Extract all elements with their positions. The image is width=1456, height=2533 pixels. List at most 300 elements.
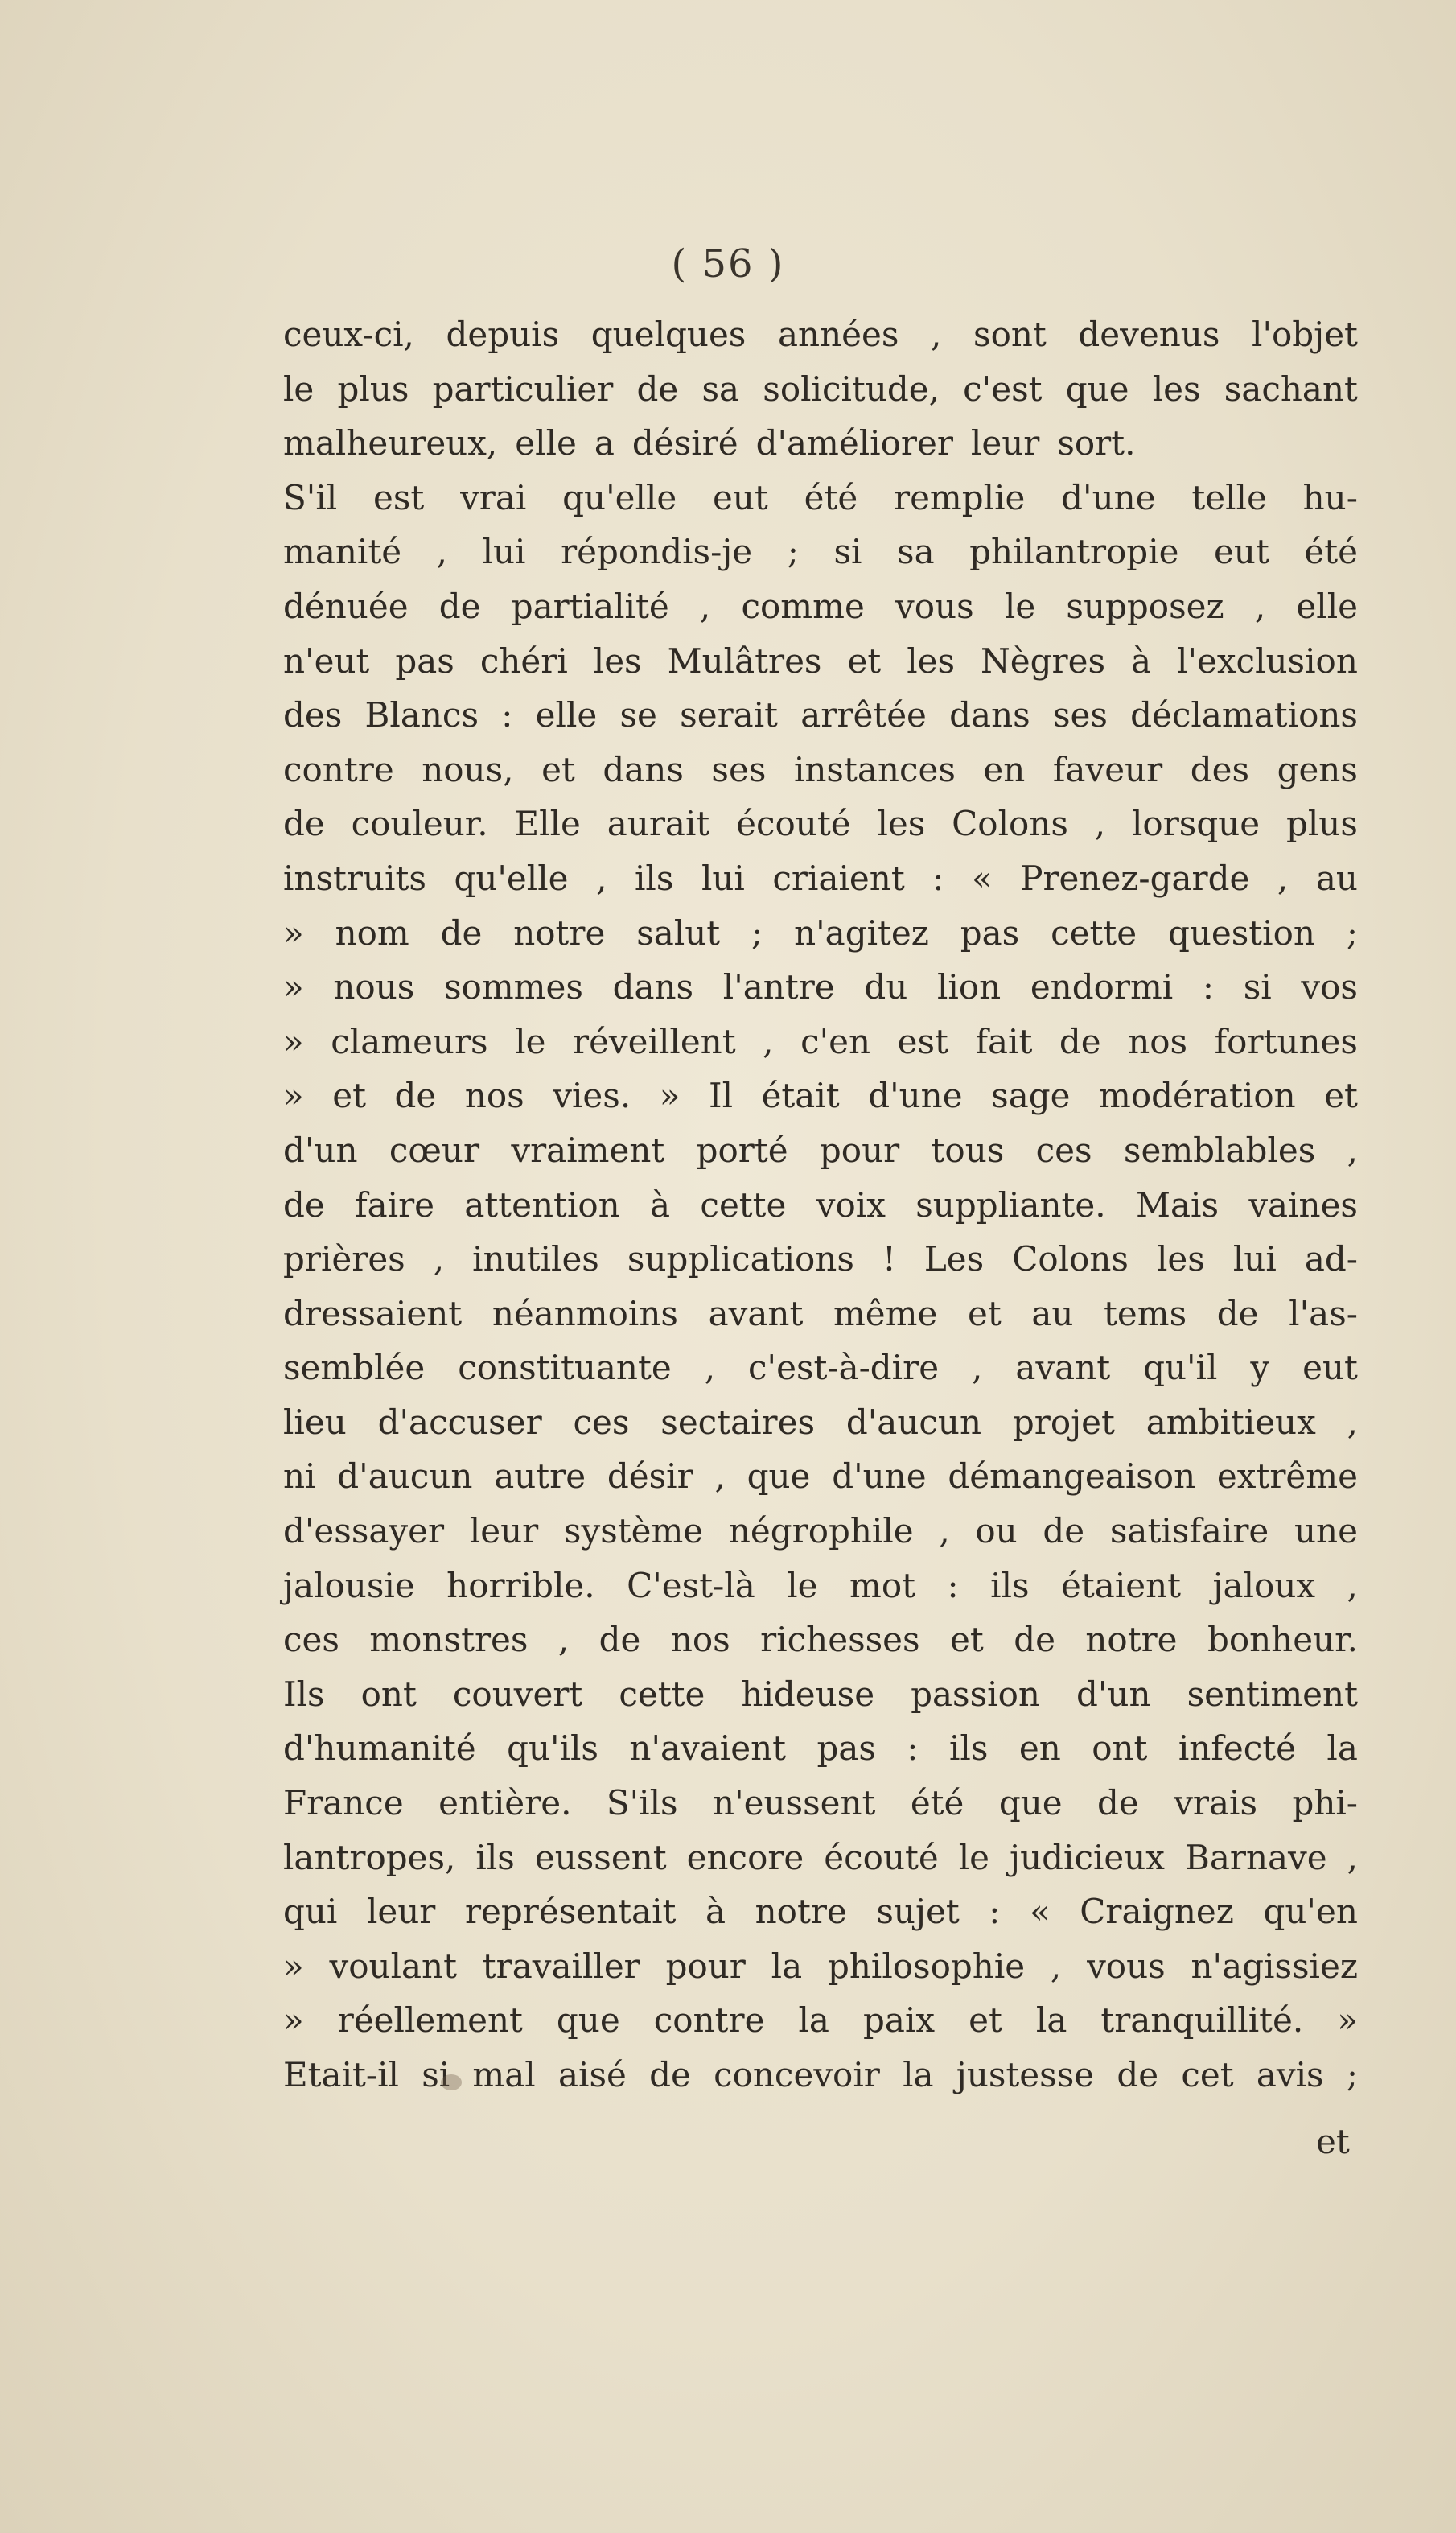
word: sa [897,532,935,572]
word: ces [283,1620,339,1660]
text-line [283,960,1358,1015]
word: sont [973,315,1047,354]
word: lui [701,858,745,898]
word: à [705,1892,726,1932]
word: le [958,1837,990,1877]
word: , [1347,1130,1358,1170]
word: qu'ils [507,1728,598,1769]
text-line [283,1667,1358,1722]
word: salut [636,912,721,953]
word: phi- [1292,1783,1358,1823]
word: richesses [760,1620,920,1660]
word: n'agitez [794,912,929,953]
word: pas [395,640,454,681]
word: d'une [1061,477,1156,517]
word: le [515,1021,546,1061]
word: sachant [1224,369,1358,409]
word: ; [1346,912,1358,953]
word: : [501,695,513,735]
word: de [1043,1511,1085,1551]
word: » [283,1946,304,1986]
word: eut [1214,532,1269,572]
word: , [1347,1565,1358,1605]
word: contre [283,749,394,789]
word: Colons [1012,1239,1129,1279]
word: contre [653,2000,765,2041]
word: à [650,1184,671,1225]
word: d'accuser [377,1402,542,1442]
word: notre [755,1892,847,1932]
word: , [557,1620,570,1660]
word: leur [366,1892,436,1932]
word: Nègres [981,640,1106,681]
text-line [283,1341,1358,1395]
word: ni [283,1456,316,1497]
word: tranquillité. [1100,2000,1304,2041]
word: Elle [514,804,581,844]
word: de [598,1620,641,1660]
word: , [1094,804,1106,844]
word: Les [923,1239,985,1279]
word: si [422,2055,450,2094]
text-line [283,307,1358,362]
word: devenus [1078,315,1220,354]
word: sort. [1057,423,1136,463]
catchword: et [1316,2122,1350,2161]
word: de [438,586,481,626]
word: supposez [1066,586,1224,626]
text-line [283,1939,1358,1994]
word: dénuée [283,586,409,626]
word: le [787,1565,818,1605]
word: nos [464,1076,524,1116]
word: n'eussent [713,1783,876,1823]
word: hideuse [741,1674,875,1714]
word: entière. [438,1783,572,1823]
word: la [771,1946,803,1986]
word: Il [708,1076,734,1116]
word: » [1337,2000,1358,2041]
word: mot [849,1565,916,1605]
word: d'améliorer [755,423,953,463]
word: les [877,804,926,844]
word: ils [475,1837,515,1877]
word: fortunes [1214,1021,1358,1061]
word: la [1035,2000,1067,2041]
word: vrais [1174,1783,1258,1823]
word: négrophile [728,1511,914,1551]
word: d'essayer [283,1511,445,1551]
word: nous [333,967,415,1007]
word: tems [1104,1293,1187,1333]
word: que [998,1783,1063,1823]
text-line [283,1559,1358,1613]
word: C'est-là [627,1565,755,1605]
word: prières [283,1239,405,1279]
word: : [947,1565,959,1605]
word: instances [793,749,956,789]
word: de [394,1076,437,1116]
ink-stain [441,2074,462,2090]
word: que [556,2000,620,2041]
word: sa [701,369,740,409]
word: de [649,2055,691,2094]
page-number: ( 56 ) [671,241,785,286]
word: telle [1191,477,1267,517]
word: ad- [1304,1239,1358,1279]
word: supplications [627,1239,854,1279]
word: années [778,315,899,354]
word: sujet [876,1892,960,1932]
word: en [1018,1728,1061,1769]
word: réveillent [573,1021,736,1061]
word: la [1326,1728,1358,1769]
word: la [798,2000,829,2041]
word: eut [713,477,768,517]
word: France [283,1783,404,1823]
word: encore [686,1837,804,1877]
word: » [283,967,304,1007]
word: , [939,1511,950,1551]
word: modération [1099,1076,1296,1116]
word: de [283,804,325,844]
word: sectaires [660,1402,816,1442]
word: qu'elle [454,858,569,898]
word: voulant [329,1946,457,1986]
text-line [283,362,1358,417]
word: elle [535,695,598,735]
word: d'une [832,1456,927,1497]
word: eussent [534,1837,667,1877]
word: porté [696,1130,788,1170]
word: Blancs [364,695,479,735]
word: lantropes, [283,1837,456,1877]
word: système [563,1511,704,1551]
word: qui [283,1892,338,1932]
word: c'est [963,369,1043,409]
word: d'un [1076,1674,1151,1714]
word: , [714,1456,726,1497]
word: c'en [800,1021,871,1061]
word: projet [1012,1402,1115,1442]
word: et [847,640,882,681]
word: cette [700,1184,787,1225]
word: la [903,2055,934,2094]
word: : [932,858,944,898]
word: l'antre [722,967,835,1007]
word: déclamations [1130,695,1358,735]
word: hu- [1302,477,1358,517]
text-line [283,525,1358,579]
word: monstres [369,1620,529,1660]
word: ont [360,1674,417,1714]
word: pour [819,1130,900,1170]
word: , [1347,1837,1358,1877]
body-text [283,307,1358,2103]
word: avant [1015,1348,1111,1388]
word: , [1277,858,1289,898]
text-line [283,906,1358,961]
word: du [864,967,908,1007]
word: c'est-à-dire [748,1348,940,1388]
word: et [967,1293,1002,1333]
text-line [283,1178,1358,1233]
word: les [1156,1239,1205,1279]
word: ils [948,1728,989,1769]
word: plus [1285,804,1358,844]
word: ; [787,532,799,572]
word: , [1254,586,1266,626]
text-line [283,1123,1358,1178]
word: représentait [464,1892,677,1932]
word: vous [1087,1946,1166,1986]
word: d'aucun [845,1402,982,1442]
word: qu'elle [562,477,677,517]
word: vies. [553,1076,631,1116]
word: , [1347,1402,1358,1442]
word: dressaient [283,1293,463,1333]
word: sage [991,1076,1071,1116]
word: notre [513,912,606,953]
word: était [761,1076,840,1116]
text-line [283,1612,1358,1667]
word: , [972,1348,983,1388]
word: aisé [557,2055,627,2094]
word: et [541,749,575,789]
word: » [659,1076,681,1116]
word: partialité [511,586,669,626]
word: lorsque [1131,804,1261,844]
word: réellement [337,2000,523,2041]
word: et [1324,1076,1358,1116]
word: philantropie [969,532,1179,572]
word: néanmoins [492,1293,678,1333]
word: bonheur. [1207,1620,1358,1660]
word: ils [634,858,674,898]
word: ont [1092,1728,1148,1769]
word: pas [960,912,1020,953]
word: manité [283,532,402,572]
word: démangeaison [948,1456,1196,1497]
word: , [596,858,607,898]
word: dans [949,695,1030,735]
text-line [283,634,1358,689]
word: ; [1346,2055,1358,2094]
word: a [594,423,615,463]
word: voix [816,1184,886,1225]
word: vos [1301,967,1358,1007]
word: de [1117,2055,1159,2094]
word: , [436,532,448,572]
word: chéri [479,640,568,681]
word: serait [680,695,779,735]
word: ses [711,749,767,789]
word: de [1014,1620,1055,1660]
word: pour [665,1946,746,1986]
word: y [1250,1348,1270,1388]
word: d'un [283,1130,358,1170]
word: : [1202,967,1215,1007]
word: S'ils [606,1783,678,1823]
word: : [907,1728,919,1769]
word: ces [573,1402,630,1442]
word: lui [482,532,526,572]
word: nos [1128,1021,1188,1061]
word: paix [863,2000,936,2041]
word: depuis [446,315,560,354]
word: , [1050,1946,1062,1986]
word: horrible. [446,1565,595,1605]
word: Barnave [1184,1837,1327,1877]
word: satisfaire [1109,1511,1269,1551]
word: criaient [772,858,905,898]
word: le [1004,586,1036,626]
text-line [283,2048,1358,2103]
word: « [1030,1892,1051,1932]
word: jaloux [1212,1565,1316,1605]
word: , [763,1021,774,1061]
word: « [971,858,993,898]
word: des [1190,749,1250,789]
word: tous [931,1130,1005,1170]
word: aurait [607,804,710,844]
word: : [989,1892,1001,1932]
text-line [283,797,1358,851]
text-line [283,1232,1358,1287]
word: et [950,1620,984,1660]
word: travailler [482,1946,640,1986]
word: pas [816,1728,876,1769]
word: , [433,1239,445,1279]
word: de [440,912,483,953]
word: sentiment [1187,1674,1358,1714]
word: au [1031,1293,1074,1333]
word: n'avaient [629,1728,787,1769]
word: et [332,1076,366,1116]
word: semblée [283,1348,426,1388]
word: cœur [389,1130,480,1170]
word: inutiles [472,1239,599,1279]
word: est [372,477,425,517]
word: S'il [283,477,338,517]
word: qu'il [1143,1348,1218,1388]
word: Ils [283,1674,325,1714]
word: elle [1296,586,1358,626]
word: est [897,1021,948,1061]
word: dans [603,749,684,789]
word: dans [612,967,694,1007]
word: nos [670,1620,730,1660]
word: faire [355,1184,435,1225]
word: que [1065,369,1129,409]
word: , [704,1348,716,1388]
word: de [1059,1021,1101,1061]
text-line [283,579,1358,634]
text-line [283,416,1358,471]
word: cet [1181,2055,1234,2094]
word: mal [472,2055,536,2094]
word: ; [751,912,763,953]
text-line [283,1395,1358,1450]
word: et [969,2000,1002,2041]
word: l'objet [1252,315,1358,354]
word: qu'en [1263,1892,1358,1932]
word: semblables [1123,1130,1316,1170]
text-line [283,688,1358,743]
word: étaient [1061,1565,1182,1605]
word: d'une [868,1076,963,1116]
word: l'exclusion [1177,640,1358,681]
word: Craignez [1080,1892,1234,1932]
word: clameurs [331,1021,488,1061]
word: que [747,1456,811,1497]
word: attention [464,1184,620,1225]
word: Mulâtres [667,640,822,681]
word: judicieux [1010,1837,1165,1877]
word: remplie [894,477,1026,517]
word: ces [1035,1130,1092,1170]
word: avant [708,1293,804,1333]
word: malheureux, [283,423,498,463]
word: sommes [444,967,583,1007]
word: comme [741,586,865,626]
word: solicitude, [763,369,940,409]
word: de [283,1184,325,1225]
word: faveur [1052,749,1163,789]
word: une [1294,1511,1358,1551]
word: le [283,369,315,409]
word: désiré [631,423,738,463]
word: Prenez-garde [1020,858,1250,898]
text-line [283,1721,1358,1776]
text-line [283,1993,1358,2048]
word: jalousie [283,1565,415,1605]
word: d'humanité [283,1728,476,1769]
word: lieu [283,1402,347,1442]
text-line [283,1504,1358,1559]
word: elle [515,423,577,463]
text-line [283,1776,1358,1831]
word: leur [469,1511,539,1551]
word: désir [607,1456,693,1497]
word: Etait-il [283,2055,399,2094]
word: leur [970,423,1040,463]
word: des [283,695,343,735]
word: en [983,749,1026,789]
word: Mais [1135,1184,1219,1225]
word: plus [337,369,409,409]
word: les [907,640,956,681]
word: justesse [956,2055,1095,2094]
word: nous, [422,749,514,789]
word: de [636,369,679,409]
word: si [1243,967,1272,1007]
word: été [910,1783,964,1823]
word: constituante [458,1348,672,1388]
word: instruits [283,858,426,898]
text-line [283,1069,1358,1123]
word: l'as- [1289,1293,1358,1333]
word: arrêtée [800,695,927,735]
word: notre [1085,1620,1178,1660]
text-line [283,1287,1358,1341]
word: cette [619,1674,705,1714]
word: au [1315,858,1358,898]
word: n'agissiez [1191,1946,1358,1986]
word: répondis-je [561,532,753,572]
word: couvert [452,1674,583,1714]
word: écouté [824,1837,939,1877]
